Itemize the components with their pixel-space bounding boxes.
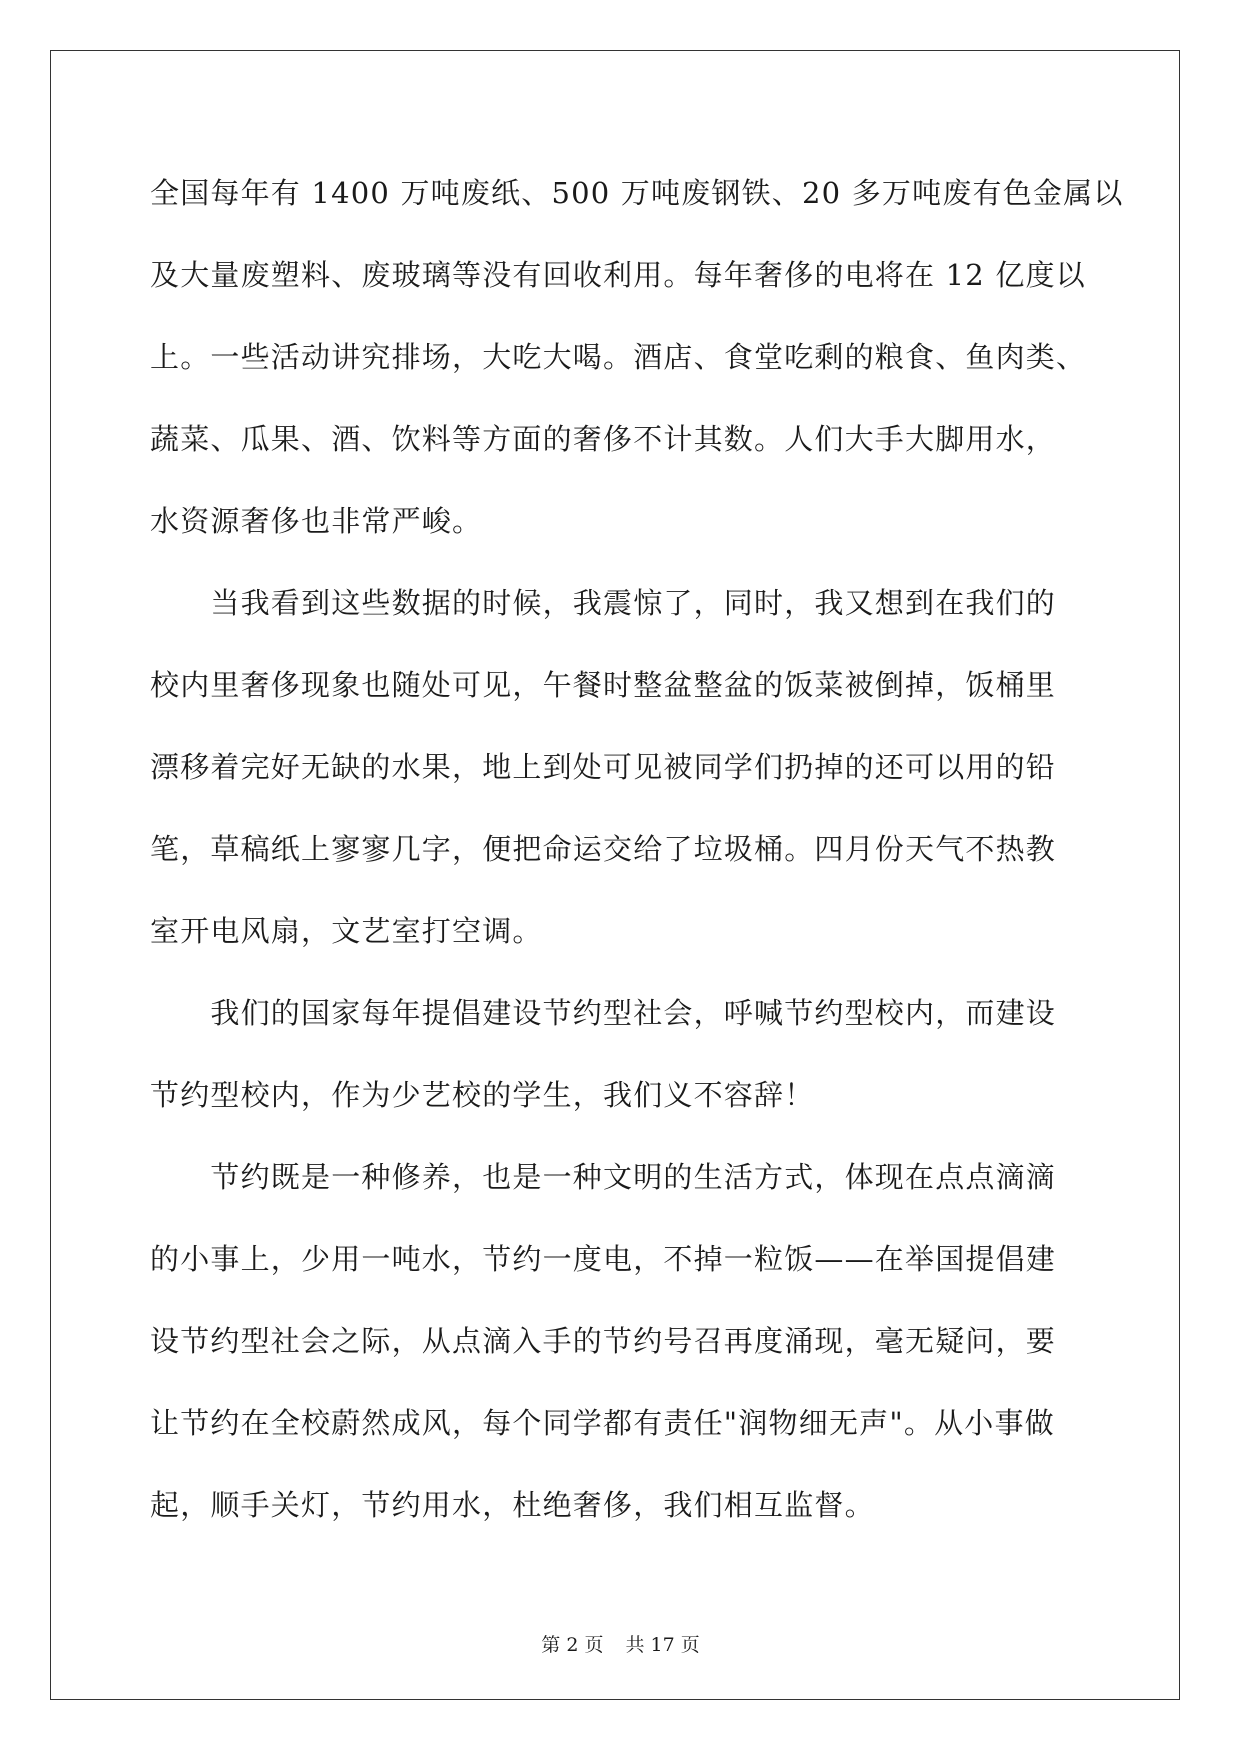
text-line: 校内里奢侈现象也随处可见，午餐时整盆整盆的饭菜被倒掉，饭桶里 bbox=[150, 668, 1057, 702]
page-total: 共 17 页 bbox=[625, 1634, 700, 1656]
text-line: 水资源奢侈也非常严峻。 bbox=[150, 504, 483, 538]
text-line: 节约型校内，作为少艺校的学生，我们义不容辞！ bbox=[150, 1078, 815, 1112]
text-line: 蔬菜、瓜果、酒、饮料等方面的奢侈不计其数。人们大手大脚用水， bbox=[150, 422, 1057, 456]
text-line: 漂移着完好无缺的水果，地上到处可见被同学们扔掉的还可以用的铅 bbox=[150, 750, 1057, 784]
text-line: 当我看到这些数据的时候，我震惊了，同时，我又想到在我们的 bbox=[150, 586, 1057, 620]
text-line: 的小事上，少用一吨水，节约一度电，不掉一粒饭——在举国提倡建 bbox=[150, 1242, 1057, 1276]
text-line: 设节约型社会之际，从点滴入手的节约号召再度涌现，毫无疑问，要 bbox=[150, 1324, 1057, 1358]
text-line: 上。一些活动讲究排场，大吃大喝。酒店、食堂吃剩的粮食、鱼肉类、 bbox=[150, 340, 1087, 374]
page-footer bbox=[0, 1630, 1241, 1657]
text-line: 及大量废塑料、废玻璃等没有回收利用。每年奢侈的电将在 12 亿度以 bbox=[150, 258, 1086, 292]
text-line: 起，顺手关灯，节约用水，杜绝奢侈，我们相互监督。 bbox=[150, 1488, 875, 1522]
text-line: 让节约在全校蔚然成风，每个同学都有责任"润物细无声"。从小事做 bbox=[150, 1406, 1055, 1440]
text-line: 室开电风扇，文艺室打空调。 bbox=[150, 914, 543, 948]
text-line: 节约既是一种修养，也是一种文明的生活方式，体现在点点滴滴 bbox=[150, 1160, 1057, 1194]
document-body bbox=[150, 152, 1124, 1546]
page-number: 第 2 页 bbox=[541, 1634, 604, 1656]
text-line: 我们的国家每年提倡建设节约型社会，呼喊节约型校内，而建设 bbox=[150, 996, 1057, 1030]
text-line: 笔，草稿纸上寥寥几字，便把命运交给了垃圾桶。四月份天气不热教 bbox=[150, 832, 1057, 866]
text-line: 全国每年有 1400 万吨废纸、500 万吨废钢铁、20 多万吨废有色金属以 bbox=[150, 176, 1124, 210]
